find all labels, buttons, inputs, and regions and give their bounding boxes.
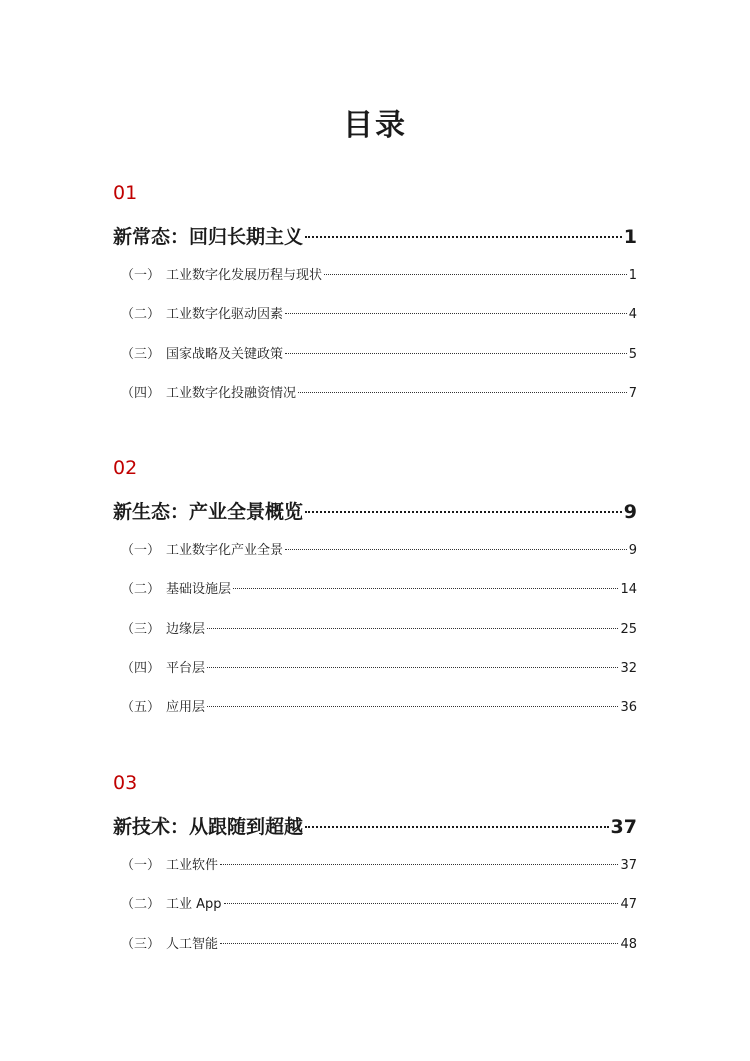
chapter-page-number: 1	[623, 226, 637, 248]
entry-title: 国家战略及关键政策	[166, 346, 284, 362]
entry-title: 应用层	[166, 700, 206, 716]
toc-entry[interactable]	[113, 256, 637, 295]
toc-entry[interactable]	[113, 570, 637, 609]
entry-index: （一）	[121, 858, 161, 873]
dot-leader	[324, 273, 627, 275]
toc-entry[interactable]	[113, 335, 637, 374]
chapter-page-number: 37	[610, 816, 637, 838]
entry-page-number: 47	[620, 897, 637, 913]
dot-leader	[298, 391, 627, 393]
entry-page-number: 25	[620, 621, 637, 637]
entry-index: （一）	[121, 268, 161, 283]
dot-leader	[220, 863, 618, 865]
section-number: 01	[113, 182, 138, 204]
entry-title: 工业数字化产业全景	[166, 543, 284, 558]
entry-page-number: 14	[620, 582, 637, 598]
entry-title: 边缘层	[166, 621, 206, 637]
toc-section-02	[113, 456, 637, 727]
dot-leader	[207, 666, 618, 668]
entry-index: （三）	[121, 936, 161, 952]
entry-index: （五）	[121, 700, 161, 716]
toc-chapter-heading[interactable]	[113, 814, 637, 840]
chapter-title: 新技术：从跟随到超越	[113, 816, 304, 838]
entry-index: （一）	[121, 543, 161, 558]
entry-title: 基础设施层	[166, 582, 232, 598]
entry-title: 工业数字化发展历程与现状	[166, 268, 323, 283]
dot-leader	[285, 312, 627, 314]
entry-index: （三）	[121, 346, 161, 362]
entry-page-number: 5	[628, 346, 637, 362]
toc-section-03	[113, 771, 637, 964]
toc-entry[interactable]	[113, 925, 637, 964]
entry-title: 工业软件	[166, 858, 219, 873]
toc-section-01	[113, 181, 637, 413]
section-number: 02	[113, 457, 138, 479]
dot-leader	[207, 705, 618, 707]
dot-leader	[285, 548, 627, 550]
entry-title: 工业数字化投融资情况	[166, 385, 297, 401]
entry-title: 工业数字化驱动因素	[166, 307, 284, 323]
entry-title: 人工智能	[166, 936, 219, 952]
toc-chapter-heading[interactable]	[113, 499, 637, 525]
entry-title: 工业 App	[166, 897, 222, 913]
entry-page-number: 32	[620, 660, 637, 676]
toc-entry[interactable]	[113, 885, 637, 924]
dot-leader	[224, 902, 619, 904]
entry-page-number: 1	[628, 268, 637, 283]
toc-entry[interactable]	[113, 531, 637, 570]
toc-chapter-heading[interactable]	[113, 224, 637, 250]
entry-page-number: 9	[628, 543, 637, 558]
toc-entry[interactable]	[113, 649, 637, 688]
entry-page-number: 4	[628, 307, 637, 323]
toc-entry[interactable]	[113, 846, 637, 885]
dot-leader	[305, 825, 609, 828]
entry-index: （二）	[121, 307, 161, 323]
dot-leader	[220, 942, 618, 944]
dot-leader	[305, 510, 622, 513]
chapter-title: 新常态：回归长期主义	[113, 226, 304, 248]
entry-index: （四）	[121, 385, 161, 401]
entry-page-number: 48	[620, 936, 637, 952]
page-title: 目录	[343, 108, 407, 143]
toc-entry[interactable]	[113, 295, 637, 334]
toc-entry[interactable]	[113, 688, 637, 727]
section-number: 03	[113, 772, 138, 794]
entry-index: （二）	[121, 582, 161, 598]
dot-leader	[207, 627, 618, 629]
toc-entry[interactable]	[113, 374, 637, 413]
entry-index: （二）	[121, 897, 161, 913]
entry-title: 平台层	[166, 660, 206, 676]
toc-entry[interactable]	[113, 610, 637, 649]
entry-page-number: 37	[620, 858, 637, 873]
entry-index: （三）	[121, 621, 161, 637]
dot-leader	[285, 352, 627, 354]
entry-index: （四）	[121, 660, 161, 676]
entry-page-number: 7	[628, 385, 637, 401]
dot-leader	[305, 235, 622, 238]
chapter-page-number: 9	[623, 501, 637, 523]
chapter-title: 新生态：产业全景概览	[113, 501, 304, 523]
entry-page-number: 36	[620, 700, 637, 716]
dot-leader	[233, 587, 618, 589]
